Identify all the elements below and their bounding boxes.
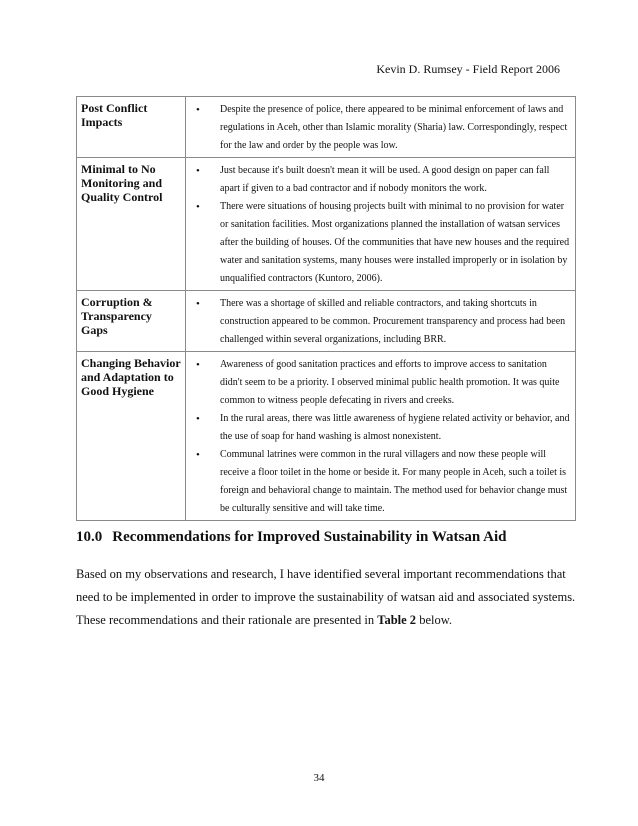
section-title: Recommendations for Improved Sustainability in Watsan Aid — [112, 529, 507, 545]
point-text: Just because it's built doesn't mean it will be used. A good design on paper can fall apart if given to a bad contractor and if nobody monitors the work. — [220, 165, 550, 194]
description-cell — [186, 97, 576, 158]
bullet-icon: • — [196, 359, 200, 371]
list-item — [196, 410, 571, 446]
issue-cell: Post Conflict Impacts — [77, 97, 186, 158]
body-paragraph — [76, 563, 576, 632]
point-text: Awareness of good sanitation practices and efforts to improve access to sanitation didn't seem to be a priority. I observed minimal public health promotion. It was quite common to witness people defecating in rivers and creeks. — [220, 359, 560, 406]
table-row — [77, 352, 576, 521]
impact-table — [76, 96, 576, 521]
paragraph-text-end: below. — [416, 613, 453, 627]
running-header: Kevin D. Rumsey - Field Report 2006 — [376, 62, 560, 76]
issue-cell: Corruption & Transparency Gaps — [77, 291, 186, 352]
issue-cell: Changing Behavior and Adaptation to Good Hygiene — [77, 352, 186, 521]
page-number: 34 — [313, 772, 325, 784]
list-item — [196, 356, 571, 410]
point-text: In the rural areas, there was little awareness of hygiene related activity or behavior, and the use of soap for hand washing is almost nonexistent. — [220, 413, 570, 442]
list-item — [196, 198, 571, 288]
table-row — [77, 291, 576, 352]
bullet-icon: • — [196, 449, 200, 461]
section-heading — [76, 529, 506, 546]
table-row — [77, 158, 576, 291]
section-number: 10.0 — [76, 529, 103, 545]
paragraph-text: Based on my observations and research, I have identified several important recommendations that need to be implemented in order to improve the sustainability of watsan aid and associated systems. These recommendations and their rationale are presented in — [76, 567, 576, 627]
point-text: Despite the presence of police, there appeared to be minimal enforcement of laws and regulations in Aceh, other than Islamic morality (Sharia) law. Correspondingly, respect for the law and order by the people was low. — [220, 104, 568, 151]
list-item — [196, 446, 571, 518]
point-text: There was a shortage of skilled and reliable contractors, and taking shortcuts in construction appeared to be common. Procurement transparency and process had been challenged within several organizations, including BRR. — [220, 298, 566, 345]
description-cell — [186, 158, 576, 291]
description-cell — [186, 291, 576, 352]
table-row — [77, 97, 576, 158]
bullet-icon: • — [196, 201, 200, 213]
list-item — [196, 101, 571, 155]
table-reference: Table 2 — [377, 613, 417, 627]
list-item — [196, 162, 571, 198]
point-text: There were situations of housing projects built with minimal to no provision for water or sanitation facilities. Most organizations planned the installation of watsan services after the building of houses. Of the communities that have new houses and the required water and sanitation systems, many houses were installed improperly or in isolation by unqualified contractors (Kuntoro, 2006). — [220, 201, 570, 284]
bullet-icon: • — [196, 104, 200, 116]
list-item — [196, 295, 571, 349]
issue-cell: Minimal to No Monitoring and Quality Control — [77, 158, 186, 291]
point-text: Communal latrines were common in the rural villagers and now these people will receive a floor toilet in the home or beside it. For many people in Aceh, such a toilet is foreign and behavioral change to maintain. The method used for behavior change must be culturally sensitive and will take time. — [220, 449, 568, 514]
description-cell — [186, 352, 576, 521]
bullet-icon: • — [196, 298, 200, 310]
bullet-icon: • — [196, 165, 200, 177]
bullet-icon: • — [196, 413, 200, 425]
